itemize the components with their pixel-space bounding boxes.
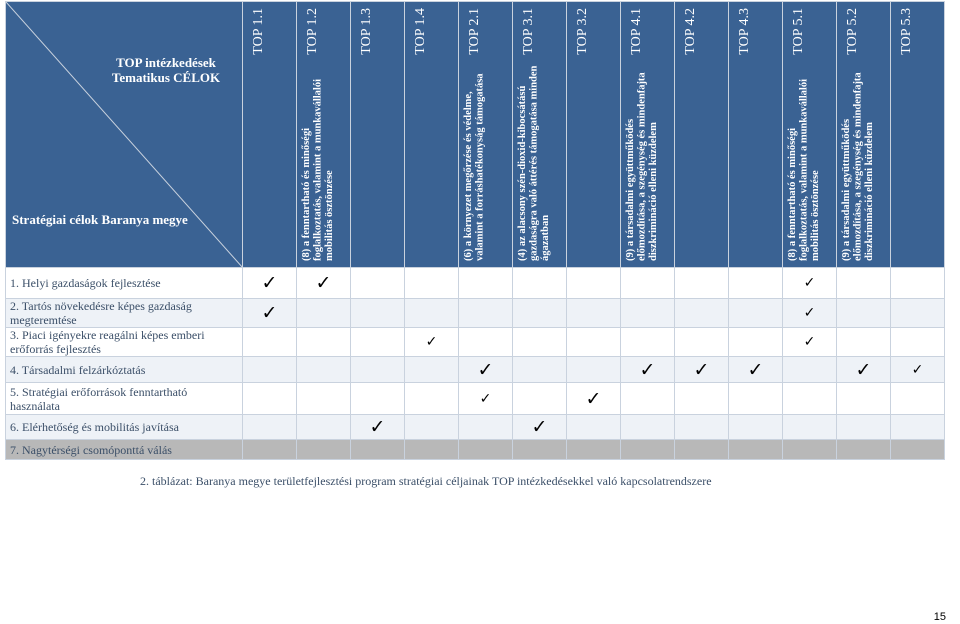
corner-cell [6,2,243,268]
matrix-cell [513,328,567,357]
matrix-cell [729,328,783,357]
top-measure-label: TOP 2.1 [467,8,482,55]
column-header [351,2,405,268]
top-measure-label: TOP 1.1 [251,8,266,55]
check-mark-icon: ✓ [243,299,297,328]
matrix-cell [837,268,891,299]
top-measure-label: TOP 1.3 [359,8,374,55]
matrix-cell [351,268,405,299]
top-measure-label: TOP 4.2 [683,8,698,55]
check-mark-icon: ✓ [513,415,567,440]
matrix-cell [243,415,297,440]
thematic-objective-label: (4) az alacsony szén-dioxid-kibocsátású gazdaságra való áttérés támogatása minden ágazatban [517,65,551,261]
matrix-cell [729,415,783,440]
matrix-cell [729,440,783,460]
matrix-cell [567,415,621,440]
corner-diagonal [6,2,243,268]
matrix-cell [621,415,675,440]
matrix-cell [297,328,351,357]
thematic-objective-label: (8) a fenntartható és minőségi foglalkoztatás, valamint a munkavállalói mobilitás ösztönzése [301,78,335,261]
check-mark-icon: ✓ [783,328,837,357]
strategic-goal-label: 3. Piaci igényekre reagálni képes emberi erőforrás fejlesztés [6,328,243,357]
matrix-cell [567,440,621,460]
column-header [459,2,513,268]
matrix-cell [837,299,891,328]
matrix-cell [243,328,297,357]
matrix-cell [405,357,459,383]
top-measure-label: TOP 3.2 [575,8,590,55]
matrix-cell [351,328,405,357]
matrix-cell [459,440,513,460]
check-mark-icon: ✓ [621,357,675,383]
matrix-cell [567,299,621,328]
matrix-cell [513,357,567,383]
matrix-cell [405,268,459,299]
column-header [297,2,351,268]
column-header [405,2,459,268]
matrix-cell [783,357,837,383]
matrix-cell [405,383,459,415]
matrix-cell [837,328,891,357]
corner-bottom-title: Stratégiai célok Baranya megye [12,212,188,227]
matrix-cell [621,268,675,299]
matrix-cell [675,328,729,357]
check-mark-icon: ✓ [351,415,405,440]
check-mark-icon: ✓ [243,268,297,299]
matrix-cell [405,415,459,440]
check-mark-icon: ✓ [459,357,513,383]
table-row [6,415,945,440]
matrix-cell [891,328,945,357]
matrix-cell [837,415,891,440]
matrix-cell [351,383,405,415]
check-mark-icon: ✓ [567,383,621,415]
column-header [891,2,945,268]
check-mark-icon: ✓ [729,357,783,383]
top-measure-label: TOP 3.1 [521,8,536,55]
matrix-cell [459,415,513,440]
strategic-goal-label: 7. Nagytérségi csomóponttá válás [6,440,243,460]
check-mark-icon: ✓ [405,328,459,357]
matrix-cell [891,383,945,415]
matrix-cell [243,440,297,460]
table-row [6,299,945,328]
check-mark-icon: ✓ [783,268,837,299]
matrix-cell [675,268,729,299]
matrix-cell [891,299,945,328]
matrix-cell [405,299,459,328]
matrix-cell [837,383,891,415]
strategic-goal-label: 1. Helyi gazdaságok fejlesztése [6,268,243,299]
matrix-cell [297,383,351,415]
check-mark-icon: ✓ [459,383,513,415]
thematic-objective-label: (8) a fenntartható és minőségi foglalkoztatás, valamint a munkavállalói mobilitás ösztönzése [787,78,821,261]
matrix-cell [297,357,351,383]
thematic-objective-label: (6) a környezet megőrzése és védelme, valamint a forráshatékonyság támogatása [463,73,486,261]
matrix-cell [621,328,675,357]
matrix-cell [675,383,729,415]
check-mark-icon: ✓ [675,357,729,383]
matrix-cell [891,415,945,440]
top-measure-label: TOP 5.1 [791,8,806,55]
matrix-cell [729,299,783,328]
thematic-objective-text [625,65,671,261]
matrix-cell [567,357,621,383]
top-measure-label: TOP 4.3 [737,8,752,55]
column-header [243,2,297,268]
matrix-cell [513,440,567,460]
strategy-matrix-table [5,1,945,460]
top-measure-label: TOP 5.3 [899,8,914,55]
table-row [6,383,945,415]
matrix-cell [243,357,297,383]
matrix-cell [675,299,729,328]
column-header [729,2,783,268]
matrix-cell [459,268,513,299]
matrix-cell [351,299,405,328]
check-mark-icon: ✓ [297,268,351,299]
column-header [675,2,729,268]
thematic-objective-text [463,65,509,261]
page-number: 15 [933,611,946,623]
matrix-cell [783,415,837,440]
table-row [6,440,945,460]
check-mark-icon: ✓ [837,357,891,383]
strategic-goal-label: 5. Stratégiai erőforrások fenntartható használata [6,383,243,415]
top-measure-label: TOP 1.2 [305,8,320,55]
matrix-cell [297,415,351,440]
matrix-cell [783,383,837,415]
matrix-cell [783,440,837,460]
matrix-cell [351,357,405,383]
matrix-cell [513,299,567,328]
table-row [6,268,945,299]
matrix-cell [621,440,675,460]
thematic-objective-text [841,65,887,261]
top-measure-label: TOP 5.2 [845,8,860,55]
thematic-objective-label: (9) a társadalmi együttműködés előmozdítása, a szegénység és mindenfajta diszkrimináció elleni küzdelem [841,72,875,261]
matrix-cell [297,440,351,460]
matrix-cell [405,440,459,460]
matrix-cell [567,268,621,299]
column-header [513,2,567,268]
table-row [6,328,945,357]
matrix-cell [459,328,513,357]
top-measure-label: TOP 4.1 [629,8,644,55]
column-header [567,2,621,268]
column-header [783,2,837,268]
matrix-cell [891,440,945,460]
matrix-cell [675,440,729,460]
matrix-cell [837,440,891,460]
matrix-cell [621,383,675,415]
strategic-goal-label: 2. Tartós növekedésre képes gazdaság megteremtése [6,299,243,328]
matrix-cell [459,299,513,328]
strategic-goal-label: 6. Elérhetőség és mobilitás javítása [6,415,243,440]
column-header [837,2,891,268]
matrix-cell [297,299,351,328]
thematic-objective-text [517,65,563,261]
strategic-goal-label: 4. Társadalmi felzárkóztatás [6,357,243,383]
check-mark-icon: ✓ [891,357,945,383]
matrix-cell [513,268,567,299]
matrix-cell [729,268,783,299]
corner-top-title: TOP intézkedések Tematikus CÉLOK [111,55,221,85]
table-row [6,357,945,383]
matrix-cell [891,268,945,299]
matrix-cell [675,415,729,440]
matrix-cell [729,383,783,415]
thematic-objective-label: (9) a társadalmi együttműködés előmozdítása, a szegénység és mindenfajta diszkrimináció elleni küzdelem [625,72,659,261]
matrix-cell [567,328,621,357]
matrix-cell [243,383,297,415]
matrix-cell [513,383,567,415]
top-measure-label: TOP 1.4 [413,8,428,55]
column-header [621,2,675,268]
check-mark-icon: ✓ [783,299,837,328]
thematic-objective-text [787,65,833,261]
matrix-cell [351,440,405,460]
matrix-cell [621,299,675,328]
header-row [6,2,945,268]
thematic-objective-text [301,65,347,261]
table-caption: 2. táblázat: Baranya megye területfejlesztési program stratégiai céljainak TOP intézkedésekkel való kapcsolatrendszere [140,474,712,488]
